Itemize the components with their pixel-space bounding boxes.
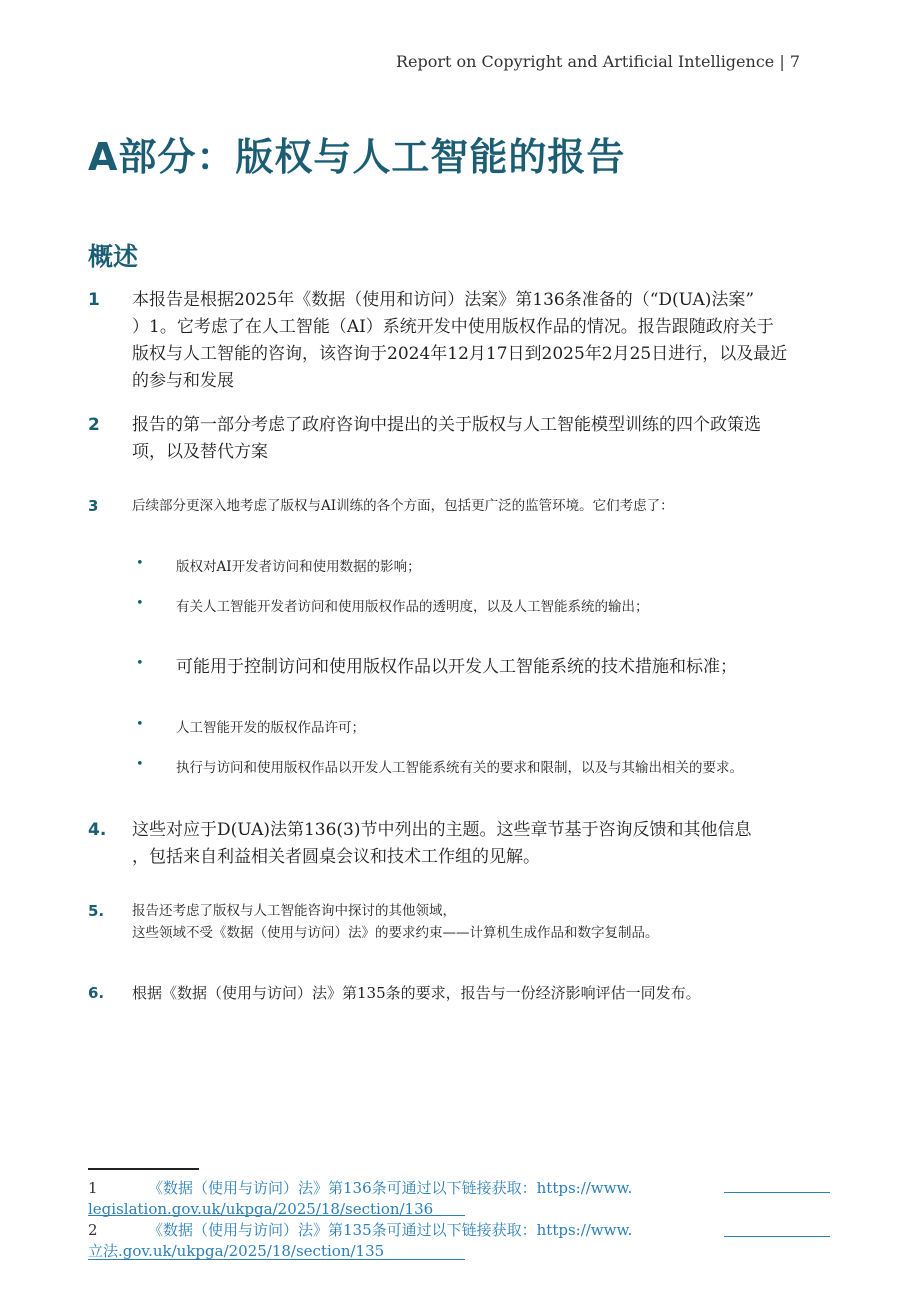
link-underline (724, 1236, 830, 1237)
paragraph-line: 这些领域不受《数据（使用与访问）法》的要求约束——计算机生成作品和数字复制品。 (132, 925, 659, 941)
paragraph-line: ）1。它考虑了在人工智能（AI）系统开发中使用版权作品的情况。报告跟随政府关于 (132, 317, 774, 337)
paragraph-number: 6. (88, 984, 105, 1002)
bullet-item: 执行与访问和使用版权作品以开发人工智能系统有关的要求和限制，以及与其输出相关的要求。 (176, 760, 743, 776)
bullet-marker: • (136, 556, 144, 571)
section-title: 概述 (88, 242, 139, 271)
paragraph-line: 这些对应于D(UA)法第136(3)节中列出的主题。这些章节基于咨询反馈和其他信息 (132, 820, 752, 840)
bullet-marker: • (136, 717, 144, 732)
paragraph-line: 本报告是根据2025年《数据（使用和访问）法案》第136条准备的（“D(UA)法案” (132, 290, 755, 310)
footnote-number: 1 (88, 1179, 98, 1197)
bullet-item: 人工智能开发的版权作品许可； (176, 720, 365, 736)
paragraph-line: 根据《数据（使用与访问）法》第135条的要求，报告与一份经济影响评估一同发布。 (132, 984, 701, 1002)
paragraph-line: 报告的第一部分考虑了政府咨询中提出的关于版权与人工智能模型训练的四个政策选 (132, 415, 761, 435)
paragraph-line: 报告还考虑了版权与人工智能咨询中探讨的其他领域， (132, 903, 456, 919)
footnote-number: 2 (88, 1221, 98, 1239)
footnote-separator (88, 1168, 199, 1170)
paragraph-line: ，包括来自利益相关者圆桌会议和技术工作组的见解。 (132, 847, 540, 867)
bullet-marker: • (136, 596, 144, 611)
paragraph-line: 的参与和发展 (132, 371, 234, 391)
paragraph-number: 3 (88, 497, 99, 515)
paragraph-line: 后续部分更深入地考虑了版权与AI训练的各个方面，包括更广泛的监管环境。它们考虑了： (132, 498, 674, 514)
paragraph-5 (132, 900, 832, 944)
footnote-1 (88, 1178, 632, 1220)
paragraph-line: 版权与人工智能的咨询，该咨询于2024年12月17日到2025年2月25日进行，以及最近 (132, 344, 788, 364)
bullet-item: 有关人工智能开发者访问和使用版权作品的透明度，以及人工智能系统的输出； (176, 599, 649, 615)
paragraph-4 (132, 817, 832, 871)
paragraph-6 (132, 982, 832, 1004)
link-underline (88, 1215, 465, 1216)
paragraph-number: 4. (88, 820, 107, 840)
footnote-2 (88, 1220, 632, 1262)
bullet-item: 可能用于控制访问和使用版权作品以开发人工智能系统的技术措施和标准； (176, 657, 737, 677)
footnote-link[interactable]: legislation.gov.uk/ukpga/2025/18/section/136 (88, 1200, 434, 1218)
bullet-item: 版权对AI开发者访问和使用数据的影响； (176, 559, 421, 575)
paragraph-line: 项，以及替代方案 (132, 442, 268, 462)
bullet-marker: • (136, 656, 144, 671)
bullet-marker: • (136, 757, 144, 772)
link-underline (724, 1192, 830, 1193)
page-title: A部分：版权与人工智能的报告 (88, 135, 626, 179)
paragraph-number: 5. (88, 902, 105, 920)
running-header: Report on Copyright and Artificial Intelligence | 7 (395, 52, 800, 71)
footnote-link[interactable]: 立法.gov.uk/ukpga/2025/18/section/135 (88, 1242, 385, 1260)
footnote-link[interactable]: 《数据（使用与访问）法》第135条可通过以下链接获取：https://www. (148, 1221, 633, 1239)
paragraph-number: 2 (88, 415, 100, 435)
paragraph-2 (132, 412, 832, 466)
paragraph-1 (132, 287, 832, 395)
link-underline (88, 1259, 465, 1260)
paragraph-3 (132, 495, 832, 517)
footnote-link[interactable]: 《数据（使用与访问）法》第136条可通过以下链接获取：https://www. (148, 1179, 633, 1197)
paragraph-number: 1 (88, 290, 100, 310)
